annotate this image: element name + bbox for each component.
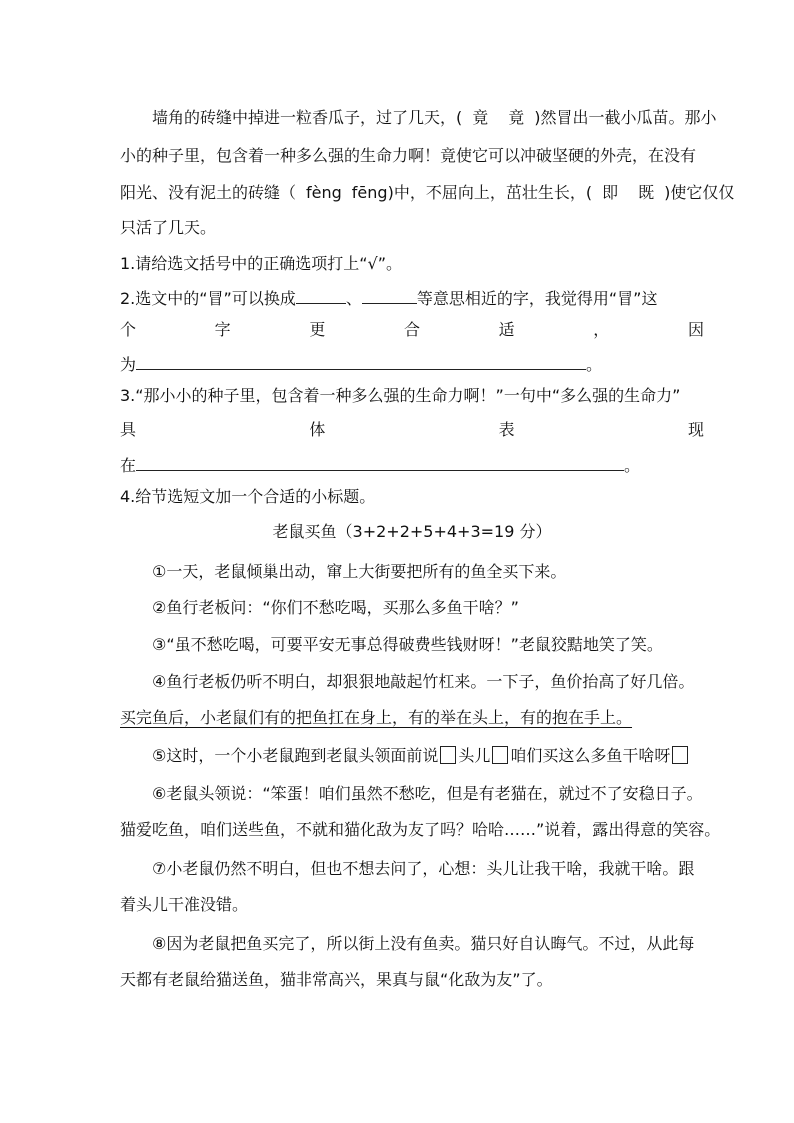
question-2 bbox=[120, 285, 704, 311]
spread-char: 合 bbox=[403, 320, 420, 339]
story-paragraph-8-line-1: ⑧因为老鼠把鱼买完了，所以街上没有鱼卖。猫只好自认晦气。不过，从此每 bbox=[152, 934, 695, 953]
answer-blank[interactable] bbox=[136, 351, 586, 370]
question-text: 。 bbox=[586, 355, 603, 374]
passage-text: )使它仅仅 bbox=[664, 183, 735, 202]
question-text: 2.选文中的“冒”可以换成 bbox=[120, 289, 296, 308]
punctuation-box[interactable] bbox=[492, 746, 508, 764]
passage-text: 阳光、没有泥土的砖缝（ bbox=[120, 183, 297, 202]
spread-char: ， bbox=[593, 320, 610, 339]
punctuation-box[interactable] bbox=[440, 746, 456, 764]
choice-option[interactable]: fèng bbox=[306, 183, 342, 202]
story-text: 头儿 bbox=[458, 746, 491, 765]
story-paragraph-4-underlined bbox=[120, 706, 704, 730]
choice-option[interactable]: 竟 bbox=[472, 108, 489, 127]
story-paragraph-7-line-1: ⑦小老鼠仍然不明白，但也不想去问了，心想：头儿让我干啥，我就干啥。跟 bbox=[152, 859, 695, 878]
punctuation-box[interactable] bbox=[672, 746, 688, 764]
question-text: 。 bbox=[624, 456, 641, 475]
question-text: 为 bbox=[120, 355, 137, 374]
choice-option[interactable]: 即 bbox=[602, 183, 619, 202]
question-text: 等意思相近的字，我觉得用“冒”这 bbox=[416, 289, 658, 308]
choice-option[interactable]: 既 bbox=[638, 183, 655, 202]
question-3: 3.“那小小的种子里，包含着一种多么强的生命力啊！”一句中“多么强的生命力” bbox=[120, 386, 681, 405]
passage-line-4: 只活了几天。 bbox=[120, 218, 217, 237]
choice-option[interactable]: 竟 bbox=[508, 108, 525, 127]
question-1: 1.请给选文括号中的正确选项打上“√”。 bbox=[120, 254, 403, 273]
question-3-line-2 bbox=[120, 418, 704, 442]
spread-char: 字 bbox=[214, 320, 231, 339]
story-paragraph-3: ③“虽不愁吃喝，可要平安无事总得破费些钱财呀！”老鼠狡黠地笑了笑。 bbox=[152, 635, 663, 654]
underlined-sentence: 买完鱼后，小老鼠们有的把鱼扛在身上，有的举在头上，有的抱在手上。 bbox=[120, 708, 633, 727]
passage-line-3 bbox=[120, 181, 735, 205]
spread-char: 个 bbox=[120, 320, 137, 339]
passage-text: 墙角的砖缝中掉进一粒香瓜子，过了几天，( bbox=[152, 108, 463, 127]
spread-char: 表 bbox=[498, 420, 515, 439]
spread-char: 具 bbox=[120, 420, 137, 439]
question-text: 、 bbox=[345, 289, 362, 308]
spread-char: 现 bbox=[687, 420, 704, 439]
spread-char: 适 bbox=[498, 320, 515, 339]
story-paragraph-6-line-2: 猫爱吃鱼，咱们送些鱼，不就和猫化敌为友了吗？哈哈……”说着，露出得意的笑容。 bbox=[120, 820, 721, 839]
passage-line-2: 小的种子里，包含着一种多么强的生命力啊！竟使它可以冲破坚硬的外壳，在没有 bbox=[120, 146, 697, 165]
spread-char: 更 bbox=[309, 320, 326, 339]
story-paragraph-1: ①一天，老鼠倾巢出动，窜上大街要把所有的鱼全买下来。 bbox=[152, 562, 567, 581]
story-paragraph-2: ②鱼行老板问：“你们不愁吃喝，买那么多鱼干啥？” bbox=[152, 598, 519, 617]
story-paragraph-7-line-2: 着头儿干准没错。 bbox=[120, 895, 249, 914]
question-3-line-3 bbox=[120, 452, 704, 478]
passage-line-1 bbox=[120, 106, 717, 130]
story-paragraph-5 bbox=[120, 744, 704, 768]
story-text: ⑤这时，一个小老鼠跑到老鼠头领面前说 bbox=[152, 746, 439, 765]
story-paragraph-8-line-2: 天都有老鼠给猫送鱼，猫非常高兴，果真与鼠“化敌为友”了。 bbox=[120, 970, 553, 989]
question-2-line-2 bbox=[120, 318, 704, 342]
passage-text: )然冒出一截小瓜苗。那小 bbox=[534, 108, 717, 127]
story-text: 咱们买这么多鱼干啥呀 bbox=[510, 746, 671, 765]
story-title: 老鼠买鱼（3+2+2+5+4+3=19 分） bbox=[272, 522, 552, 541]
answer-blank[interactable] bbox=[136, 452, 624, 471]
question-text: 在 bbox=[120, 456, 137, 475]
passage-text: )中，不屈向上，茁壮生长，( bbox=[387, 183, 593, 202]
story-paragraph-6-line-1: ⑥老鼠头领说：“笨蛋！咱们虽然不愁吃，但是有老猫在，就过不了安稳日子。 bbox=[152, 784, 703, 803]
story-paragraph-4: ④鱼行老板仍听不明白，却狠狠地敲起竹杠来。一下子，鱼价抬高了好几倍。 bbox=[152, 672, 695, 691]
spread-char: 因 bbox=[687, 320, 704, 339]
spread-char: 体 bbox=[309, 420, 326, 439]
question-4: 4.给节选短文加一个合适的小标题。 bbox=[120, 487, 376, 506]
answer-blank[interactable] bbox=[362, 285, 417, 304]
choice-option[interactable]: fēng bbox=[351, 183, 388, 202]
answer-blank[interactable] bbox=[296, 285, 346, 304]
question-2-line-3 bbox=[120, 351, 704, 377]
